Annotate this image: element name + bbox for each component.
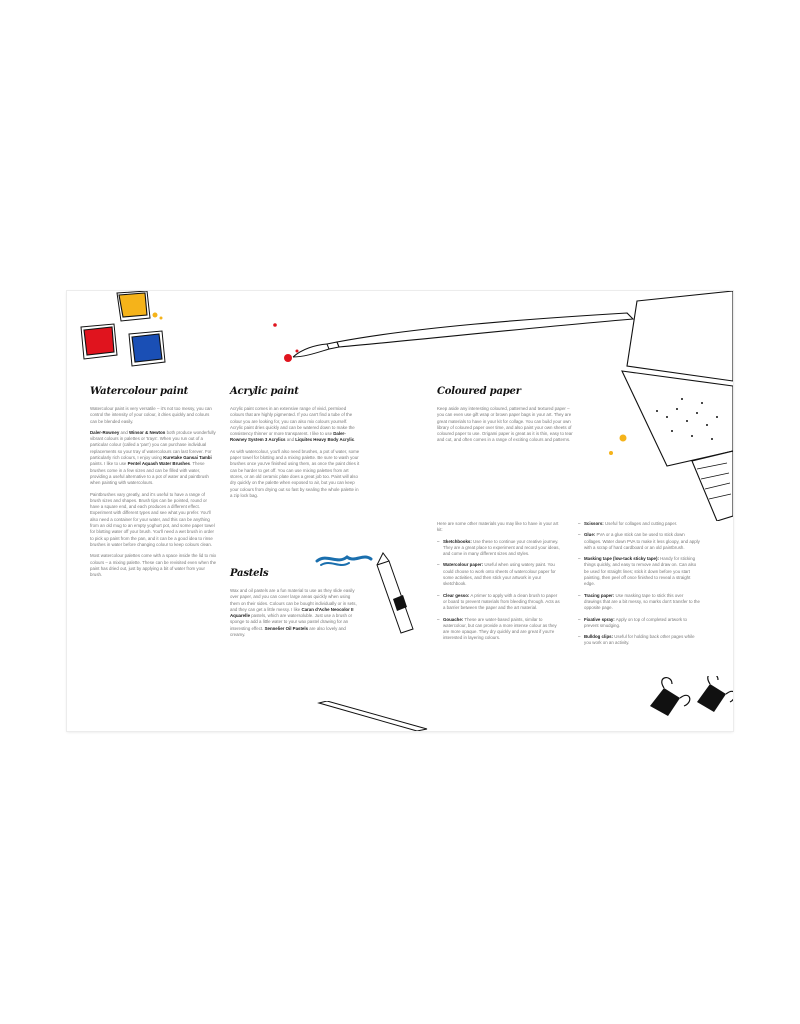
pastels-paragraph: Wax and oil pastels are a fun material to use as they slide easily over paper, and you can cover large areas quickly when using them on their sides. Colours can be bought individually or in sets, and they can get a little messy. I like Caran d'Ache Neocolor II Aquarelle pastels, which are watersoluble. Just use a brush or sponge to add a little water to your wax pastel drawing for an interesting effect. Sennelier Oil Pastels are also lovely and creamy. (230, 588, 357, 638)
pastels-heading: Pastels (230, 568, 269, 579)
other-materials-intro: Here are some other materials you may like to have in your art kit: (437, 521, 559, 533)
pastels-column (230, 588, 360, 643)
mixing-palette-paragraph: Most watercolour palettes come with a space inside the lid to mix colours – a mixing palette. These can be revisited even when the paint has dried out, just by applying a bit of water from your brush. (90, 553, 217, 578)
list-item: – Fixative spray: Apply on top of completed artwork to prevent smudging. (578, 617, 702, 630)
book-spread (67, 291, 733, 731)
watercolour-pans-illustration (67, 291, 177, 376)
list-item: – Gouache: These are water-based paints, similar to watercolour, but can provide a more intense colour as they are more opaque. They dry quickly and are great if you're interested in layering colours. (437, 617, 561, 642)
list-item: – Sketchbooks: Use these to continue your creative journey. They are a great place to experiment and record your ideas, and come in many different sizes and styles. (437, 539, 561, 558)
coloured-paper-paragraph: Keep aside any interesting coloured, patterned and textured paper – you can even use gift wrap or brown paper bags in your art. They are great materials to have in your kit for collage. You can build your own library of coloured paper over time, and also paint your own sheets of coloured paper to use. Origami paper is great as it is thin, easy to tear and cut, and often comes in a range of exciting colours and patterns. (437, 406, 573, 443)
list-item: – Tracing paper: Use masking tape to stick this over drawings that are a bit messy, so marks don't transfer to the opposite page. (578, 593, 702, 612)
list-item: – Watercolour paper: Useful when using watery paint. You could choose to work onto sheets of watercolour paper for some activities, and then stick your artwork in your sketchbook. (437, 562, 561, 587)
list-item: – Glue: PVA or a glue stick can be used to stick down collages. Water down PVA to make it less gloopy, and apply with a scrap of hard cardboard or an old paintbrush. (578, 532, 702, 551)
other-materials-column-2 (578, 521, 702, 652)
other-materials-column (437, 521, 561, 647)
pencil-illustration (317, 701, 457, 731)
watercolour-column (90, 406, 217, 583)
bulldog-clips-illustration (642, 676, 733, 731)
paper-stack-illustration (597, 291, 733, 521)
acrylic-column (230, 406, 360, 504)
coloured-paper-column (437, 406, 575, 449)
acrylic-intro: Acrylic paint comes in an extensive range of vivid, permixed colours that are highly pigmented. If you can't find a tube of the colour you are looking for, you can also mix colours yourself. Acrylic paint dries quickly and can be watered down to make the consistency thinner or more transparent. I like to use Daler-Rowney System 3 Acrylics and Liquitex Heavy Body Acrylic. (230, 406, 356, 443)
watercolour-intro: Watercolour paint is very versatile – it's not too messy, you can control the intensity of your colour, it dries quickly and colours can be blended easily. (90, 406, 212, 424)
list-item: – Bulldog clips: Useful for holding back other pages while you work on an activity. (578, 634, 702, 647)
materials-list-2 (578, 521, 702, 647)
acrylic-heading: Acrylic paint (230, 386, 299, 397)
paintbrush-paragraph: Paintbrushes vary greatly, and it's useful to have a range of brush sizes and shapes. Brush tips can be pointed, round or have a square end, and each produces a different effect. Experiment with different types and see what you prefer. You'll also need a container for your water, and this can be anything from an old mug to an empty yoghurt pot, and some paper towel for blotting water off your brush. You'll need a wet brush in order to pick up paint from the pan, and it can be a good idea to rinse brushes in water before changing colour to keep colours clean. (90, 491, 215, 547)
acrylic-brushes-paragraph: As with watercolour, you'll also need brushes, a pot of water, some paper towel for blotting and a mixing palette. Be sure to wash your brushes once you've finished using them, as once the paint dries it can be harder to get off. You can use mixing palettes from art stores, or an old ceramic plate does a great job too. Paint will also dry quickly on the palette when exposed to air, but you can keep your colours from drying out so fast by sealing the whole palette in a zip lock bag. (230, 448, 360, 498)
coloured-paper-heading: Coloured paper (437, 386, 521, 397)
list-item: – Masking tape (low-tack sticky tape): Handy for sticking things quickly, and easy to remove and draw on. Can also be used for straight lines; stick it down before you start painting, then peel off once finished to reveal a straight edge. (578, 556, 702, 587)
watercolour-brands-paragraph: Daler-Rowney and Winsor & Newton both produce wonderfully vibrant colours in palettes or 'trays'. When you run out of a particular colour (called a 'pan') you can purchase individual replacements so your tray of watercolours can last forever. For particularly rich colours, I enjoy using Kuretake Gansai Tambi paints. I like to use Pentel Aquash Water Brushes. These brushes come in a few sizes and can be filled with water, providing a useful alternative to a pot of water and paintbrush when painting with watercolours. (90, 429, 216, 486)
list-item: – Scissors: Useful for collages and cutting paper. (578, 521, 702, 527)
materials-list (437, 539, 561, 642)
list-item: – Clear gesso: A primer to apply with a clean brush to paper or board to prevent materials from bleeding through. Acts as a barrier between the paper and the art material. (437, 593, 561, 612)
watercolour-heading: Watercolour paint (90, 386, 189, 397)
